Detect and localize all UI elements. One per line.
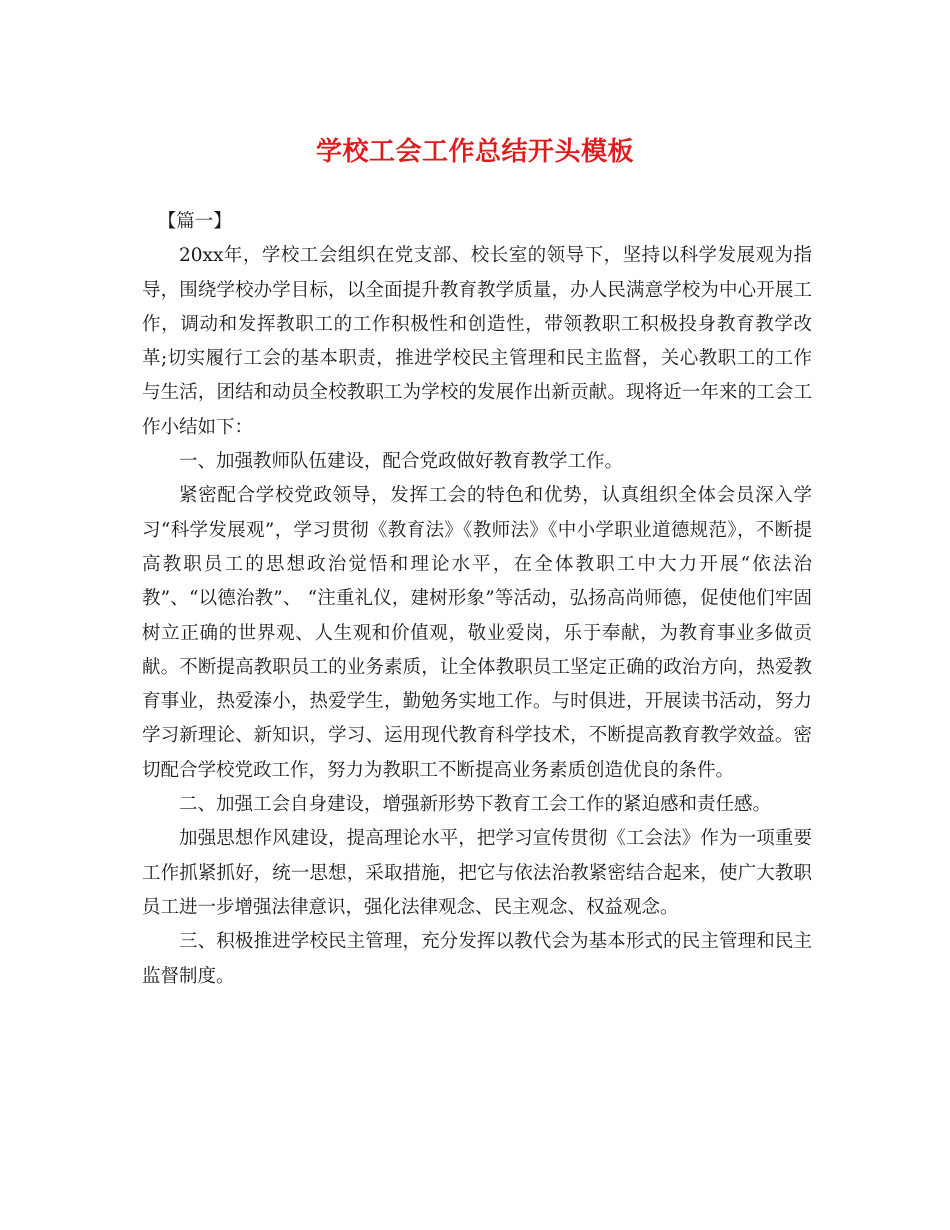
paragraph-section-2: 加强思想作风建设，提高理论水平，把学习宣传贯彻《工会法》作为一项重要工作抓紧抓好，统一思想，采取措施，把它与依法治教紧密结合起来，使广大教职员工进一步增强法律意识，强化法律观念、民主观念、权益观念。 (142, 828, 812, 918)
paragraph-section-1: 紧密配合学校党政领导，发挥工会的特色和优势，认真组织全体会员深入学习“科学发展观”，学习贯彻《教育法》《教师法》《中小学职业道德规范》，不断提高教职员工的思想政治觉悟和理论水平，在全体教职工中大力开展“依法治教”、“以德治教”、 “注重礼仪，建树形象”等活动，弘扬高尚师德，促使他们牢固树立正确的世界观、人生观和价值观，敬业爱岗，乐于奉献，为教育事业多做贡献。不断提高教职员工的业务素质，让全体教职员工坚定正确的政治方向，热爱教育事业，热爱溱小，热爱学生，勤勉务实地工作。与时俱进，开展读书活动，努力学习新理论、新知识，学习、运用现代教育科学技术，不断提高教育教学效益。密切配合学校党政工作，努力为教职工不断提高业务素质创造优良的条件。 (142, 485, 812, 781)
document-title: 学校工会工作总结开头模板 (315, 137, 634, 167)
document-body (142, 205, 812, 994)
heading-section-2: 二、加强工会自身建设，增强新形势下教育工会工作的紧迫感和责任感。 (179, 794, 772, 816)
paragraph-intro: 20xx年，学校工会组织在党支部、校长室的领导下，坚持以科学发展观为指导，围绕学校办学目标，以全面提升教育教学质量，办人民满意学校为中心开展工作，调动和发挥教职工的工作积极性和创造性，带领教职工积极投身教育教学改革;切实履行工会的基本职责，推进学校民主管理和民主监督，关心教职工的工作与生活，团结和动员全校教职工为学校的发展作出新贡献。现将近一年来的工会工作小结如下： (142, 245, 812, 438)
section-tag: 【篇一】 (157, 211, 232, 232)
heading-section-3: 三、积极推进学校民主管理，充分发挥以教代会为基本形式的民主管理和民主监督制度。 (142, 931, 812, 987)
heading-section-1: 一、加强教师队伍建设，配合党政做好教育教学工作。 (179, 451, 624, 473)
